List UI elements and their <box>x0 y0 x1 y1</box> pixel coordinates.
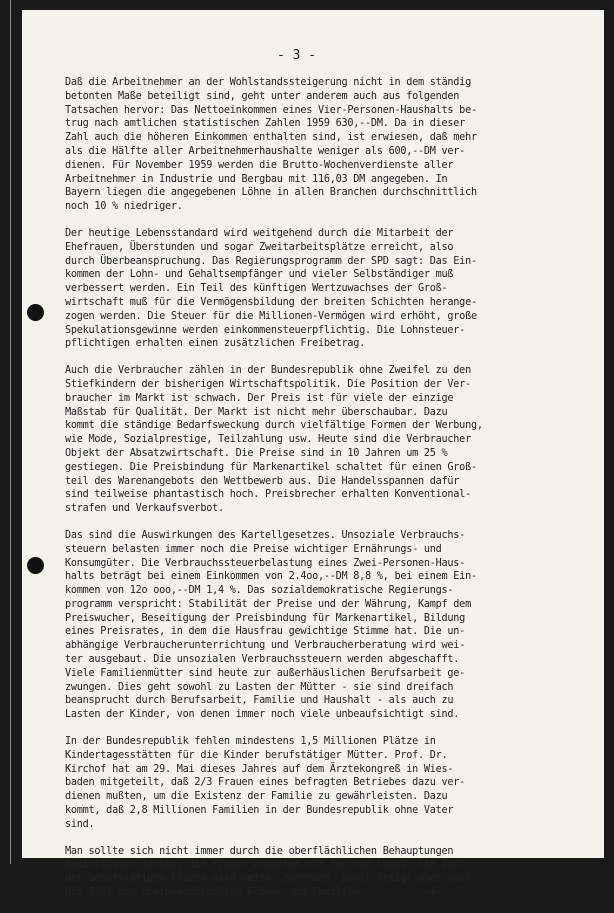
text-line: Preiswucher, Beseitigung der Preisbindung für Markenartikel, Bildung <box>65 612 466 624</box>
text-line: trug nach amtlichen statistischen Zahlen 1959 630,--DM. Da in dieser <box>65 118 466 130</box>
text-line: Bayern liegen die angegebenen Löhne in allen Branchen durchschnittlich <box>65 187 477 199</box>
text-line: eines Preisrates, in dem die Hausfrau gewichtige Stimme hat. Die un- <box>65 626 466 638</box>
punch-hole-top <box>27 304 44 321</box>
text-line: Das sind die Auswirkungen des Kartellgesetzes. Unsoziale Verbrauchs- <box>65 529 466 541</box>
text-line: wirtschaft muß für die Vermögensbildung der breiten Schichten herange- <box>65 296 477 308</box>
text-line: Maßstab für Qualität. Der Markt ist nicht mehr überschaubar. Dazu <box>65 406 448 418</box>
document-page <box>22 10 604 899</box>
text-line: Zahl auch die höheren Einkommen enthalten sind, ist erwiesen, daß mehr <box>65 132 477 144</box>
text-line: programm verspricht: Stabilität der Preise und der Währung, Kampf dem <box>65 598 471 610</box>
text-line: sind teilweise phantastisch hoch. Preisbrecher erhalten Konventional- <box>65 489 471 501</box>
text-line: verbessert werden. Ein Teil des künftigen Wertzuwachses der Groß- <box>65 283 448 295</box>
text-line: strafen und Verkaufsverbot. <box>65 503 224 515</box>
text-line: pflichtigen erhalten einen zusätzlichen Freibetrag. <box>65 338 366 350</box>
text-line: durch Überbeanspruchung. Das Regierungsprogramm der SPD sagt: Das Ein- <box>65 255 477 267</box>
text-line: sind. <box>65 818 95 830</box>
text-line: kommt die ständige Bedarfsweckung durch vielfältige Formen der Werbung, <box>65 420 483 432</box>
text-line: Stiefkindern der bisherigen Wirtschaftspolitik. Die Position der Ver- <box>65 378 471 390</box>
text-line: teil des Warenangebots den Wettbewerb aus. Die Handelsspannen dafür <box>65 475 460 487</box>
page-number: - 3 - <box>277 48 317 63</box>
text-line: Man sollte sich nicht immer durch die oberflächlichen Behauptungen <box>65 845 454 857</box>
text-line: wie Mode, Sozialprestige, Teilzahlung usw. Heute sind die Verbraucher <box>65 434 471 446</box>
text-line: zogen werden. Die Steuer für die Millionen-Vermögen wird erhöht, große <box>65 310 477 322</box>
text-line: Konsumgüter. Die Verbrauchssteuerbelastung eines Zwei-Personen-Haus- <box>65 557 466 569</box>
text-line: Auch die Verbraucher zählen in der Bundesrepublik ohne Zweifel zu den <box>65 365 471 377</box>
paragraph <box>65 76 590 214</box>
text-line: Kirchof hat am 29. Mai dieses Jahres auf dem Ärztekongreß in Wies- <box>65 763 454 775</box>
text-line: als die Hälfte aller Arbeitnehmerhaushalte weniger als 600,--DM ver- <box>65 145 466 157</box>
text-line: Arbeitnehmer in Industrie und Bergbau mit 116,03 DM angegeben. In <box>65 173 448 185</box>
paragraph <box>65 845 590 900</box>
text-line: Der heutige Lebensstandard wird weitgehend durch die Mitarbeit der <box>65 227 454 239</box>
text-line: Lasten der Kinder, von denen immer noch viele unbeaufsichtigt sind. <box>65 709 460 721</box>
paragraph <box>65 227 590 351</box>
text-line: noch 10 % niedriger. <box>65 201 183 213</box>
text-line: die Zahl der überbeanspruchten Frauen und Familien. -4- <box>65 887 442 899</box>
text-line: zwungen. Dies geht sowohl zu Lasten der Mütter - sie sind dreifach <box>65 681 454 693</box>
text-line: kommt, daß 2,8 Millionen Familien in der Bundesrepublik ohne Vater <box>65 805 454 817</box>
text-line: beansprucht durch Berufsarbeit, Familie und Haushalt - als auch zu <box>65 695 454 707</box>
text-line: der berufstätigen Frauen wird weiter zunehmen. Damit steigt aber auch <box>65 873 471 885</box>
text-line: Spekulationsgewinne werden einkommensteuerpflichtig. Die Lohnsteuer- <box>65 324 466 336</box>
text-line: dienen mußten, um die Existenz der Familie zu gewährleisten. Dazu <box>65 791 448 803</box>
text-line: ter ausgebaut. Die unsozialen Verbrauchssteuern werden abgeschafft. <box>65 654 460 666</box>
text-line: kommen der Lohn- und Gehaltsempfänger und vieler Selbständiger muß <box>65 269 454 281</box>
paragraph <box>65 735 590 832</box>
text-line: Objekt der Absatzwirtschaft. Die Preise sind in 10 Jahren um 25 % <box>65 447 448 459</box>
text-line: Viele Familienmütter sind heute zur außerhäuslichen Berufsarbeit ge- <box>65 667 466 679</box>
text-line: abhängige Verbraucherunterrichtung und Verbraucherberatung wird wei- <box>65 640 466 652</box>
text-line: beeinflussen lassen, die Frauen arbeiten nur für den Luxus. Die Zahl <box>65 859 466 871</box>
body-text <box>65 76 590 913</box>
punch-hole-bottom <box>27 557 44 574</box>
paragraph <box>65 364 590 516</box>
text-line: baden mitgeteilt, daß 2/3 Frauen eines befragten Betriebes dazu ver- <box>65 777 466 789</box>
text-line: gestiegen. Die Preisbindung für Markenartikel schaltet für einen Groß- <box>65 461 477 473</box>
text-line: In der Bundesrepublik fehlen mindestens 1,5 Millionen Plätze in <box>65 736 436 748</box>
paragraph <box>65 529 590 722</box>
text-line: kommen von 12o ooo,--DM 1,4 %. Das sozialdemokratische Regierungs- <box>65 585 454 597</box>
scan-edge-line <box>10 0 11 864</box>
text-line: halts beträgt bei einem Einkommen von 2.4oo,--DM 8,8 %, bei einem Ein- <box>65 571 477 583</box>
text-line: dienen. Für November 1959 werden die Brutto-Wochenverdienste aller <box>65 159 454 171</box>
text-line: Ehefrauen, Überstunden und sogar Zweitarbeitsplätze erreicht, also <box>65 241 454 253</box>
text-line: Kindertagesstätten für die Kinder berufstätiger Mütter. Prof. Dr. <box>65 749 448 761</box>
text-line: braucher im Markt ist schwach. Der Preis ist für viele der einzige <box>65 392 454 404</box>
text-line: steuern belasten immer noch die Preise wichtiger Ernährungs- und <box>65 543 442 555</box>
text-line: Daß die Arbeitnehmer an der Wohlstandssteigerung nicht in dem ständig <box>65 77 471 88</box>
text-line: Tatsachen hervor: Das Nettoeinkommen eines Vier-Personen-Haushalts be- <box>65 104 477 116</box>
text-line: betonten Maße beteiligt sind, geht unter anderem auch aus folgenden <box>65 90 460 102</box>
